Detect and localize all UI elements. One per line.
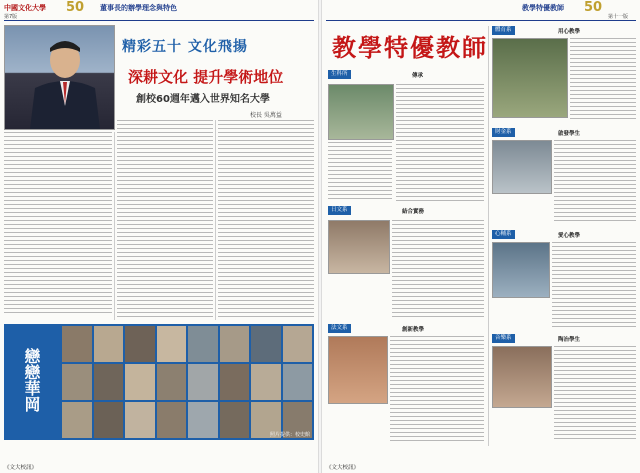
teacher-photo [492, 38, 568, 118]
teacher-headline: 結合實務 [402, 209, 425, 215]
subheadline: 創校60週年邁入世界知名大學 [136, 94, 270, 105]
header-rule [326, 20, 636, 21]
right-page-number: 第十一版 [608, 14, 629, 20]
banner-title: 精彩五十 文化飛揚 [122, 39, 248, 55]
teacher-photo [492, 346, 552, 408]
portrait-illustration [5, 26, 114, 129]
collage-photo [157, 402, 187, 438]
teacher-article [390, 336, 484, 444]
collage-photo [283, 326, 313, 362]
article-column-1 [4, 132, 112, 320]
collage-grid [62, 326, 312, 438]
teacher-photo [328, 84, 394, 140]
teacher-article [554, 140, 636, 226]
collage-photo [220, 402, 250, 438]
collage-photo [62, 364, 92, 400]
teacher-photo [492, 242, 550, 298]
teacher-tag: 日文系 [328, 206, 351, 215]
byline: 校長 吳萬益 [250, 112, 282, 119]
collage-photo [125, 326, 155, 362]
column-divider [488, 26, 489, 446]
collage-photo [62, 402, 92, 438]
sidebar-box [4, 324, 60, 440]
teacher-headline: 用心教學 [558, 29, 581, 35]
teacher-headline: 創新教學 [402, 327, 425, 333]
teacher-tag: 心輔系 [492, 230, 515, 239]
collage-photo [220, 326, 250, 362]
collage-photo [251, 364, 281, 400]
teacher-headline: 陶冶學生 [558, 337, 581, 343]
article-column-3 [218, 120, 314, 320]
teacher-tag: 財金系 [492, 128, 515, 137]
article-column-2 [117, 120, 213, 320]
teacher-article [328, 142, 392, 204]
teacher-headline: 啟發學生 [558, 131, 581, 137]
collage-photo [188, 364, 218, 400]
collage-photo [94, 402, 124, 438]
sidebar-title: 戀戀華岡 [22, 348, 41, 412]
right-page [322, 0, 640, 473]
teacher-article [392, 220, 484, 320]
left-page [0, 0, 318, 473]
teacher-tag: 體育系 [492, 26, 515, 35]
nostalgia-collage [4, 324, 314, 440]
teacher-article [396, 84, 484, 204]
collage-photo [125, 402, 155, 438]
teacher-headline: 愛心教學 [558, 233, 581, 239]
teacher-photo [492, 140, 552, 194]
anniversary-50-badge: 50 [584, 0, 603, 15]
teacher-tag: 法文系 [328, 324, 351, 333]
collage-photo [251, 326, 281, 362]
headline: 深耕文化 提升學術地位 [128, 68, 284, 86]
collage-photo [157, 326, 187, 362]
collage-photo [188, 402, 218, 438]
collage-caption: 照片提供：校史館 [269, 432, 310, 438]
collage-photo [188, 326, 218, 362]
left-footer: 《文大校訊》 [4, 465, 38, 471]
left-header-title: 董事長的辦學理念與特色 [100, 4, 177, 12]
collage-photo [62, 326, 92, 362]
teacher-photo [328, 336, 388, 404]
teacher-headline: 傳承 [412, 73, 424, 79]
left-logo: 中國文化大學 [4, 4, 46, 12]
collage-photo [283, 364, 313, 400]
right-header-title: 教學特優教師 [522, 4, 564, 12]
column-divider [215, 120, 216, 320]
collage-photo [125, 364, 155, 400]
anniversary-50-badge: 50 [66, 0, 85, 15]
teacher-tag: 生科所 [328, 70, 351, 79]
teacher-tag: 音樂系 [492, 334, 515, 343]
collage-photo [220, 364, 250, 400]
big-title: 教學特優教師 [332, 34, 488, 62]
collage-photo [94, 326, 124, 362]
column-divider [114, 132, 115, 320]
collage-photo [157, 364, 187, 400]
collage-photo [94, 364, 124, 400]
teacher-article [554, 346, 636, 444]
teacher-photo [328, 220, 390, 274]
left-page-number: 第7版 [4, 14, 18, 20]
teacher-article [570, 38, 636, 124]
principal-portrait [4, 25, 115, 130]
header-rule [4, 20, 314, 21]
right-footer: 《文大校訊》 [326, 465, 360, 471]
teacher-article [552, 242, 636, 330]
